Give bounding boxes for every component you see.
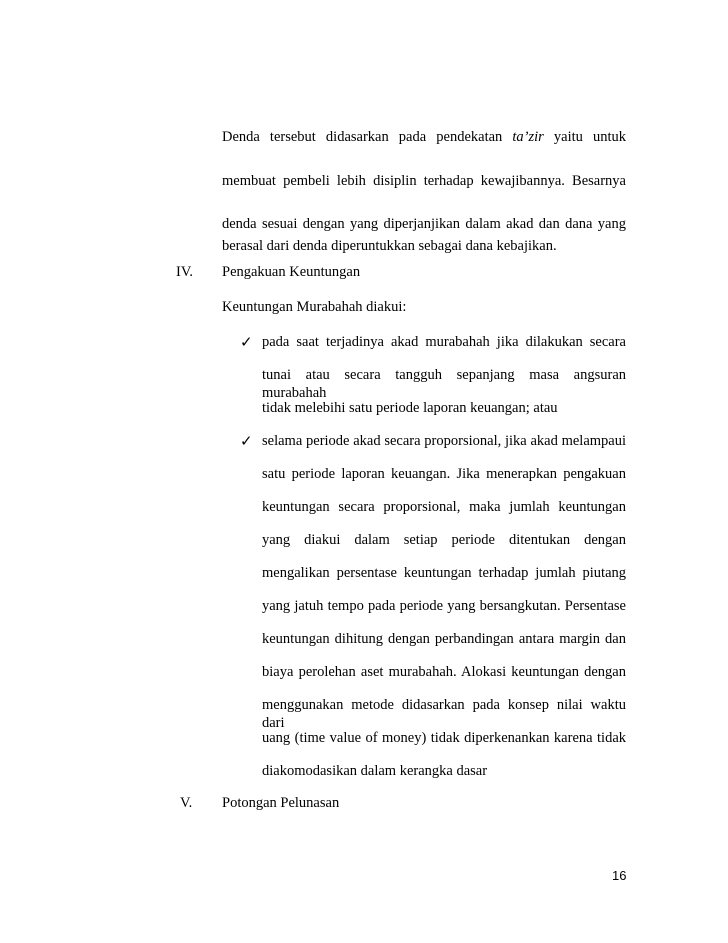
paragraph-line: Denda tersebut didasarkan pada pendekatan ta’zir yaitu untuk xyxy=(222,129,627,145)
bullet-line: yang diakui dalam setiap periode ditentukan dengan xyxy=(262,532,626,548)
bullet-line: biaya perolehan aset murabahah. Alokasi keuntungan dengan xyxy=(262,664,626,680)
paragraph-line: berasal dari denda diperuntukkan sebagai dana kebajikan. xyxy=(222,238,557,254)
bullet-line: keuntungan secara proporsional, maka jumlah keuntungan xyxy=(262,499,626,515)
bullet-line: selama periode akad secara proporsional, jika akad melampaui xyxy=(262,433,626,449)
bullet-line: diakomodasikan dalam kerangka dasar xyxy=(262,763,488,779)
bullet-line: uang (time value of money) tidak diperkenankan karena tidak xyxy=(262,730,626,746)
bullet-line: tunai atau secara tangguh sepanjang masa angsuran murabahah xyxy=(262,367,626,401)
bullet-line: satu periode laporan keuangan. Jika menerapkan pengakuan xyxy=(262,466,626,482)
bullet-line: menggunakan metode didasarkan pada konsep nilai waktu dari xyxy=(262,697,626,731)
bullet-line: tidak melebihi satu periode laporan keuangan; atau xyxy=(262,400,558,416)
checkmark-icon: ✓ xyxy=(240,333,253,351)
bullet-line: yang jatuh tempo pada periode yang bersangkutan. Persentase xyxy=(262,598,626,614)
section-numeral: V. xyxy=(180,795,193,811)
bullet-line: keuntungan dihitung dengan perbandingan antara margin dan xyxy=(262,631,626,647)
section-numeral: IV. xyxy=(176,264,194,280)
section-intro: Keuntungan Murabahah diakui: xyxy=(222,299,407,315)
checkmark-icon: ✓ xyxy=(240,432,253,450)
paragraph-line: membuat pembeli lebih disiplin terhadap kewajibannya. Besarnya xyxy=(222,173,626,189)
bullet-line: mengalikan persentase keuntungan terhadap jumlah piutang xyxy=(262,565,626,581)
section-heading: Potongan Pelunasan xyxy=(222,795,340,811)
page-number: 16 xyxy=(612,868,627,883)
paragraph-line: denda sesuai dengan yang diperjanjikan dalam akad dan dana yang xyxy=(222,216,626,232)
section-heading: Pengakuan Keuntungan xyxy=(222,264,361,280)
bullet-line: pada saat terjadinya akad murabahah jika dilakukan secara xyxy=(262,334,626,350)
